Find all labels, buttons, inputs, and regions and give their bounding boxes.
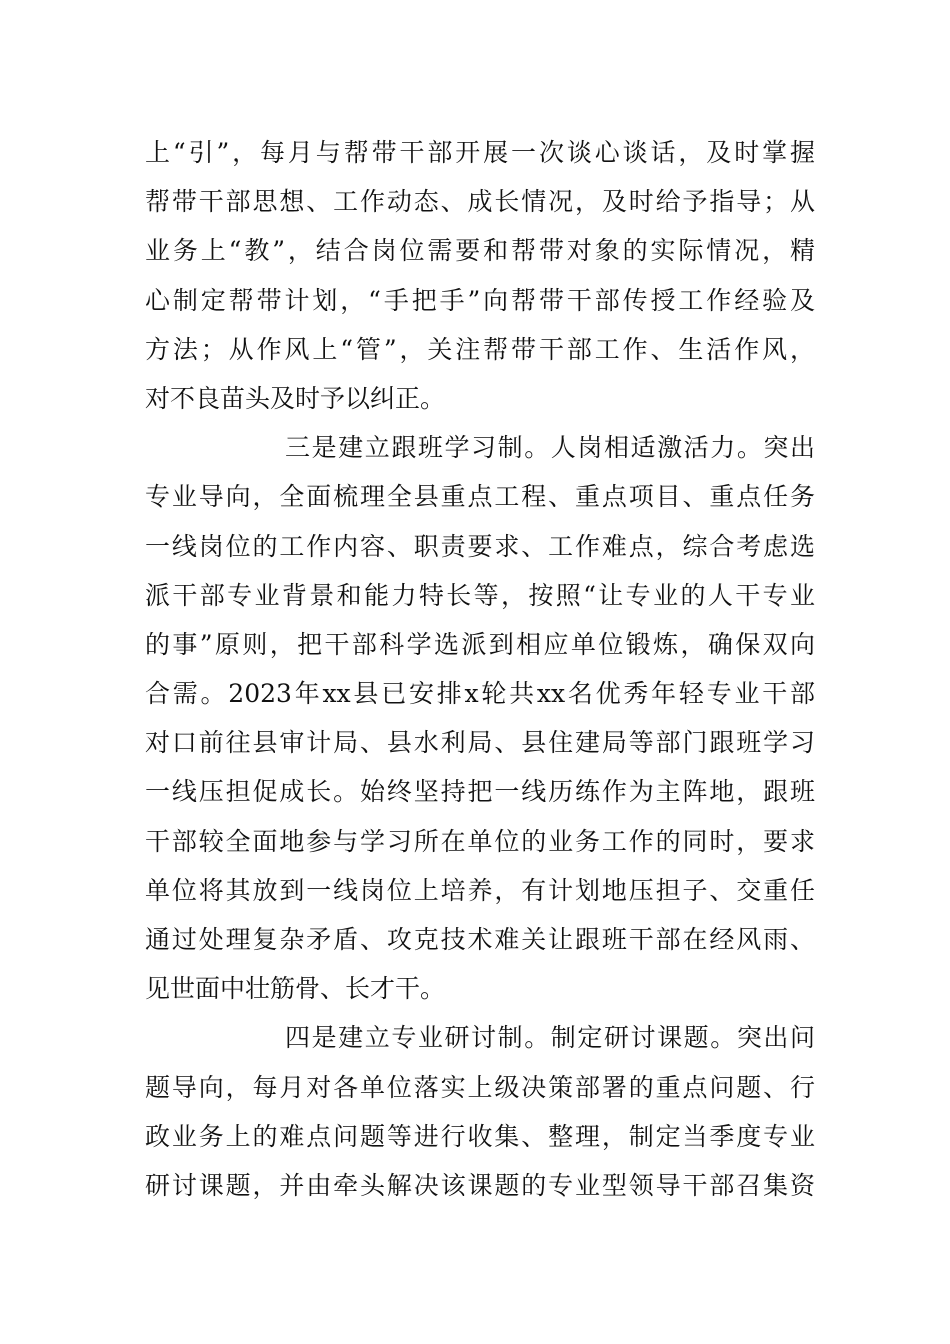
text-line: 业务上“教”，结合岗位需要和帮带对象的实际情况，精 [145,236,815,266]
body-text [145,128,815,1210]
text-line: 方法；从作风上“管”，关注帮带干部工作、生活作风， [145,334,815,364]
text-line: 专业导向，全面梳理全县重点工程、重点项目、重点任务 [145,482,815,512]
text-line: 单位将其放到一线岗位上培养，有计划地压担子、交重任 [145,875,815,905]
text-line: 干部较全面地参与学习所在单位的业务工作的同时，要求 [145,826,815,856]
paragraph-start-line: 三是建立跟班学习制。人岗相适激活力。突出 [285,433,815,463]
text-line: 心制定帮带计划，“手把手”向帮带干部传授工作经验及 [145,285,815,315]
text-line: 政业务上的难点问题等进行收集、整理，制定当季度专业 [145,1121,815,1151]
text-line: 见世面中壮筋骨、长才干。 [145,974,446,1004]
text-line: 帮带干部思想、工作动态、成长情况，及时给予指导；从 [145,187,815,217]
paragraph-start-line: 四是建立专业研讨制。制定研讨课题。突出问 [285,1023,815,1053]
text-line: 一线压担促成长。始终坚持把一线历练作为主阵地，跟班 [145,777,815,807]
text-line: 题导向，每月对各单位落实上级决策部署的重点问题、行 [145,1072,815,1102]
text-line: 通过处理复杂矛盾、攻克技术难关让跟班干部在经风雨、 [145,925,815,954]
text-line: 一线岗位的工作内容、职责要求、工作难点，综合考虑选 [145,531,815,561]
text-line: 研讨课题，并由牵头解决该课题的专业型领导干部召集资 [145,1170,815,1200]
text-line: 对口前往县审计局、县水利局、县住建局等部门跟班学习 [145,728,815,758]
text-line: 合需。2023年xx县已安排x轮共xx名优秀年轻专业干部 [145,679,815,709]
text-line: 派干部专业背景和能力特长等，按照“让专业的人干专业 [145,580,815,610]
text-line: 上“引”，每月与帮带干部开展一次谈心谈话，及时掌握 [145,138,815,167]
text-line: 的事”原则，把干部科学选派到相应单位锻炼，确保双向 [145,629,815,659]
text-line: 对不良苗头及时予以纠正。 [145,383,446,413]
